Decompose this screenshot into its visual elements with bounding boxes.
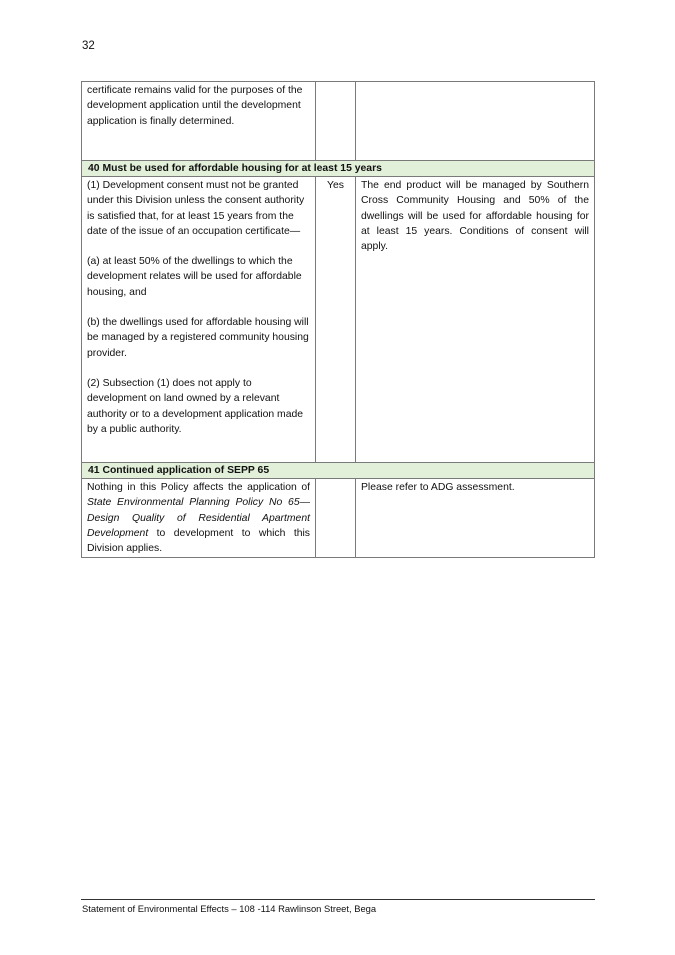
page-number: 32: [82, 40, 95, 52]
clause-40-subsection-1: (1) Development consent must not be granted under this Division unless the consent authority is satisfied that, for at least 15 years from the date of the issue of an occupation certificate—: [87, 180, 305, 237]
clause-41-text-end: to development to which this Division applies.: [87, 527, 310, 555]
comment-cell: The end product will be managed by Southern Cross Community Housing and 50% of the dwellings will be used for affordable housing for at least 15 years. Conditions of consent will apply.: [356, 177, 595, 463]
section-40-heading: 40 Must be used for affordable housing for at least 15 years: [82, 161, 595, 177]
clause-40-paragraph-a: (a) at least 50% of the dwellings to which the development relates will be used for affordable housing, and: [87, 256, 302, 298]
footer-divider: [81, 899, 595, 900]
clause-40-subsection-2: (2) Subsection (1) does not apply to development on land owned by a relevant authority or to a development application made by a public authority.: [87, 377, 304, 435]
sepp-65-title: State Environmental Planning Policy No 65—Design Quality of Residential Apartment Development: [87, 497, 310, 539]
compliance-table: [81, 81, 595, 558]
comment-cell: [356, 82, 595, 161]
clause-40-paragraph-b: (b) the dwellings used for affordable housing will be managed by a registered community housing provider.: [87, 317, 309, 359]
clause-41-text-start: Nothing in this Policy affects the application of: [87, 482, 310, 493]
compliance-cell: Yes: [316, 177, 356, 463]
requirement-cell: [82, 479, 316, 558]
comment-cell: Please refer to ADG assessment.: [356, 479, 595, 558]
section-heading-row: [82, 463, 595, 479]
section-41-heading: 41 Continued application of SEPP 65: [82, 463, 595, 479]
compliance-cell: [316, 479, 356, 558]
requirement-cell: [82, 177, 316, 463]
table-row: [82, 177, 595, 463]
requirement-text: certificate remains valid for the purposes of the development application until the development application is finally determined.: [87, 85, 303, 127]
table-row: [82, 82, 595, 161]
table-row: [82, 479, 595, 558]
section-heading-row: [82, 161, 595, 177]
page-footer: Statement of Environmental Effects – 108 -114 Rawlinson Street, Bega: [82, 903, 377, 914]
requirement-cell: [82, 82, 316, 161]
compliance-cell: [316, 82, 356, 161]
